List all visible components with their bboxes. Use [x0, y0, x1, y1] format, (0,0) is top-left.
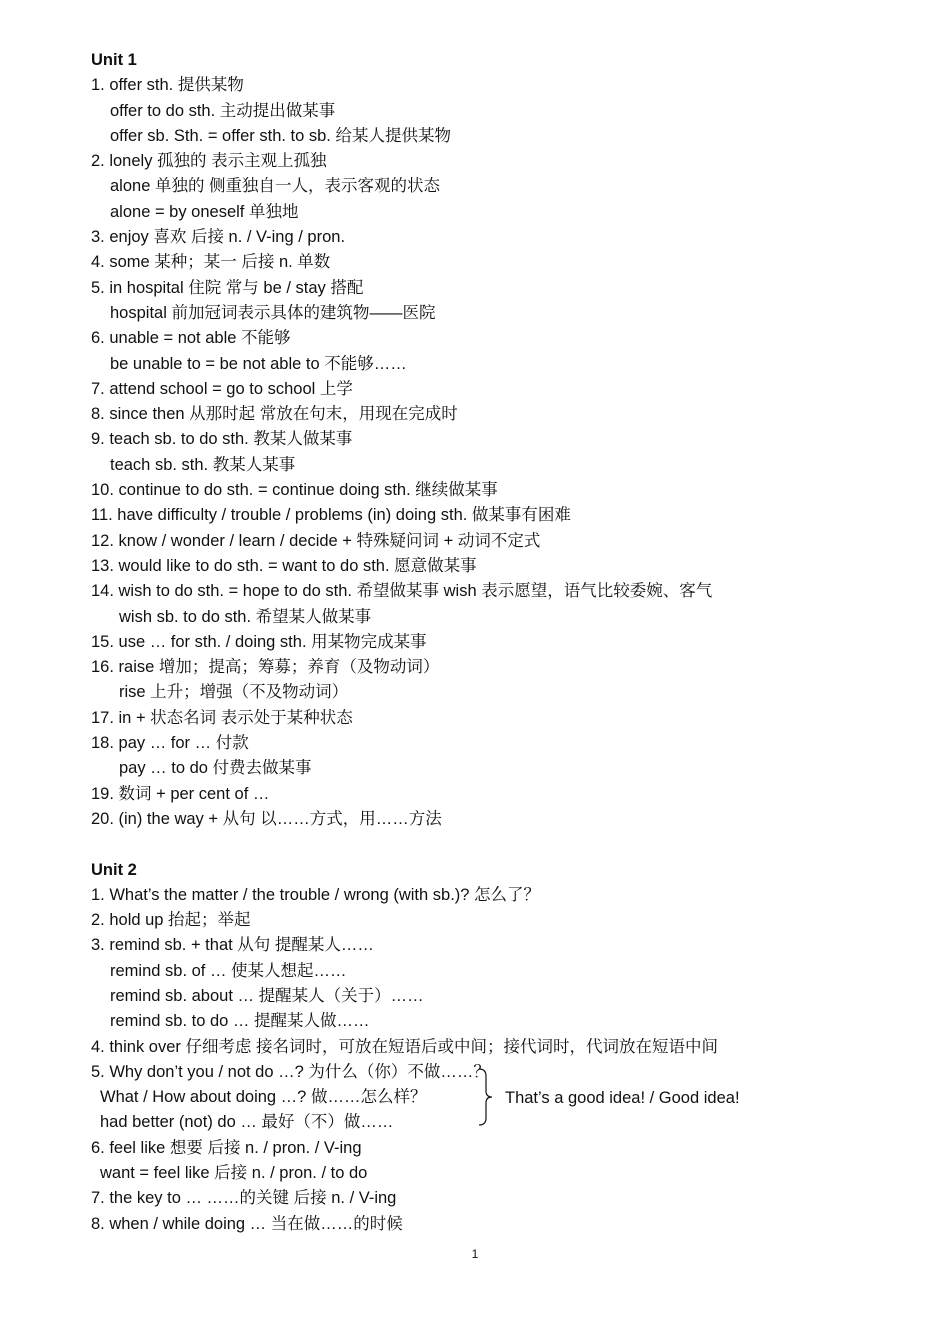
note-line: rise 上升；增强（不及物动词） [119, 683, 349, 702]
note-line: wish sb. to do sth. 希望某人做某事 [119, 607, 372, 626]
note-line: remind sb. about … 提醒某人（关于）…… [110, 986, 424, 1005]
note-line: alone 单独的 侧重独自一人，表示客观的状态 [110, 177, 441, 196]
note-line: remind sb. of … 使某人想起…… [110, 961, 347, 980]
note-line: 7. attend school = go to school 上学 [91, 379, 353, 398]
note-line: 8. since then 从那时起 常放在句末，用现在完成时 [91, 405, 458, 424]
note-line: 16. raise 增加；提高；筹募；养育（及物动词） [91, 658, 440, 677]
note-line: 19. 数词 + per cent of … [91, 784, 270, 803]
right-brace-icon [477, 1068, 493, 1126]
note-line: 7. the key to … ……的关键 后接 n. / V-ing [91, 1189, 397, 1208]
note-line: 18. pay … for … 付款 [91, 734, 249, 753]
note-line: 10. continue to do sth. = continue doing sth. 继续做某事 [91, 481, 498, 500]
note-line: 11. have difficulty / trouble / problems (in) doing sth. 做某事有困难 [91, 506, 571, 525]
note-line: 2. lonely 孤独的 表示主观上孤独 [91, 152, 327, 171]
section-gap [91, 832, 911, 857]
unit-heading: Unit 1 [91, 51, 137, 69]
note-line: 13. would like to do sth. = want to do sth. 愿意做某事 [91, 556, 477, 575]
note-line: pay … to do 付费去做某事 [119, 759, 312, 778]
unit-heading: Unit 2 [91, 860, 137, 879]
document-body [91, 48, 911, 1237]
note-line: 8. when / while doing … 当在做……的时候 [91, 1214, 403, 1233]
note-line: be unable to = be not able to 不能够…… [110, 354, 407, 373]
note-line: 3. enjoy 喜欢 后接 n. / V-ing / pron. [91, 228, 346, 247]
note-line: What / How about doing …? 做……怎么样？ [100, 1088, 427, 1107]
note-line: 2. hold up 抬起；举起 [91, 911, 251, 930]
note-line: 15. use … for sth. / doing sth. 用某物完成某事 [91, 632, 427, 651]
note-line: 9. teach sb. to do sth. 教某人做某事 [91, 430, 353, 449]
note-line: teach sb. sth. 教某人某事 [110, 455, 296, 474]
page-number: 1 [471, 1247, 479, 1261]
note-line: remind sb. to do … 提醒某人做…… [110, 1012, 370, 1031]
note-line: 20. (in) the way + 从句 以……方式，用……方法 [91, 809, 442, 828]
note-line: 3. remind sb. + that 从句 提醒某人…… [91, 936, 374, 955]
note-line: want = feel like 后接 n. / pron. / to do [100, 1164, 368, 1183]
note-line: 5. in hospital 住院 常与 be / stay 搭配 [91, 278, 364, 297]
note-line: 14. wish to do sth. = hope to do sth. 希望做某事 wish 表示愿望，语气比较委婉、客气 [91, 582, 713, 601]
note-line: 5. Why don’t you / not do …? 为什么（你）不做……？ [91, 1062, 490, 1081]
note-line: 4. think over 仔细考虑 接名词时，可放在短语后或中间；接代词时，代词放在短语中间 [91, 1037, 719, 1056]
note-line: had better (not) do … 最好（不）做…… [100, 1113, 394, 1132]
note-line: 17. in + 状态名词 表示处于某种状态 [91, 708, 353, 727]
note-line: offer to do sth. 主动提出做某事 [110, 101, 336, 120]
note-line: 1. What’s the matter / the trouble / wrong (with sb.)? 怎么了？ [91, 885, 541, 904]
note-line: offer sb. Sth. = offer sth. to sb. 给某人提供某物 [110, 126, 451, 145]
note-line: 6. feel like 想要 后接 n. / pron. / V-ing [91, 1138, 362, 1157]
note-line: 4. some 某种；某一 后接 n. 单数 [91, 253, 331, 272]
brace-reply: That’s a good idea! / Good idea! [505, 1089, 740, 1107]
note-line: 1. offer sth. 提供某物 [91, 76, 244, 95]
note-line: hospital 前加冠词表示具体的建筑物——医院 [110, 303, 436, 322]
note-line: alone = by oneself 单独地 [110, 202, 299, 221]
note-line: 12. know / wonder / learn / decide + 特殊疑问词 + 动词不定式 [91, 531, 541, 550]
note-line: 6. unable = not able 不能够 [91, 329, 291, 348]
